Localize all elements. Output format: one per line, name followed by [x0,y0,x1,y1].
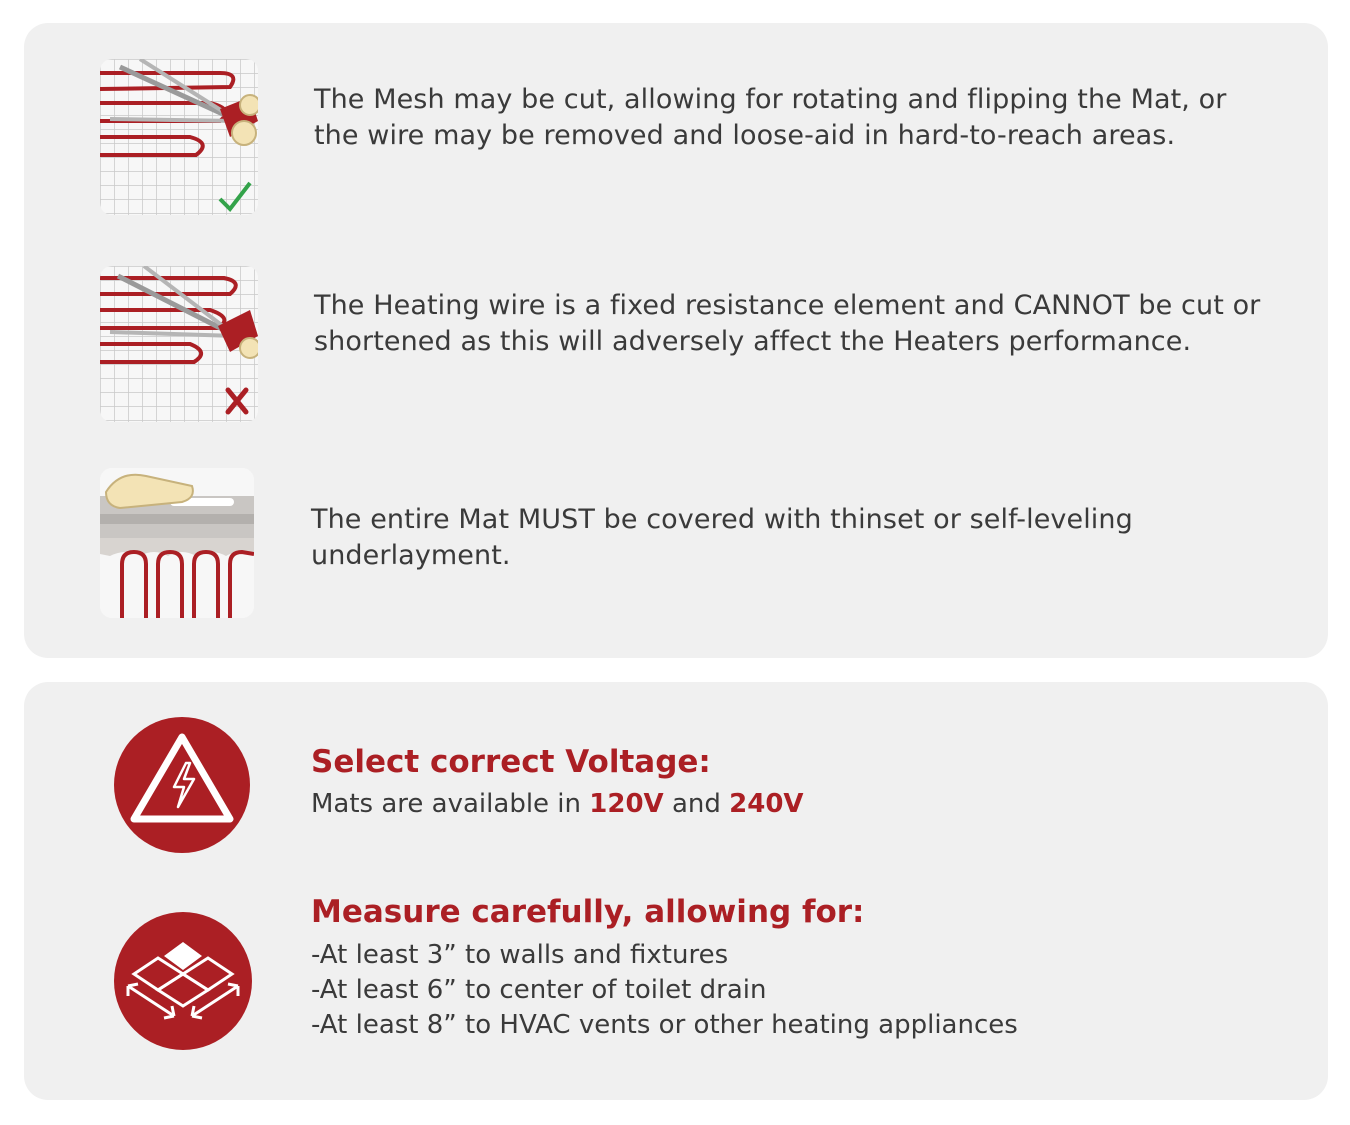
voltage-text-prefix: Mats are available in [311,789,582,819]
measure-line: -At least 8” to HVAC vents or other heating appliances [311,1010,1018,1040]
voltage-options [311,787,804,822]
measure-heading: Measure carefully, allowing for: [311,894,865,930]
instruction-text: The Mesh may be cut, allowing for rotating and flipping the Mat, or the wire may be removed and loose-aid in hard-to-reach areas. [314,84,1227,151]
measure-line: -At least 3” to walls and fixtures [311,940,729,970]
requirements-panel [24,682,1328,1100]
instruction-text: The entire Mat MUST be covered with thinset or self-leveling underlayment. [311,504,1133,571]
voltage-option-120v: 120V [589,789,664,819]
floor-tile-measure-icon [114,912,252,1050]
voltage-option-240v: 240V [729,789,804,819]
high-voltage-warning-icon [114,717,250,853]
scissors-cut-wire-x-icon [100,266,258,422]
scissors-cut-mesh-check-icon [100,59,258,215]
instruction-text: The Heating wire is a fixed resistance element and CANNOT be cut or shortened as this will adversely affect the Heaters performance. [314,290,1261,357]
trowel-cover-mat-icon [100,468,254,618]
installation-notes-panel [24,23,1328,658]
measure-line: -At least 6” to center of toilet drain [311,975,767,1005]
voltage-joiner: and [671,789,721,819]
voltage-heading: Select correct Voltage: [311,744,711,780]
